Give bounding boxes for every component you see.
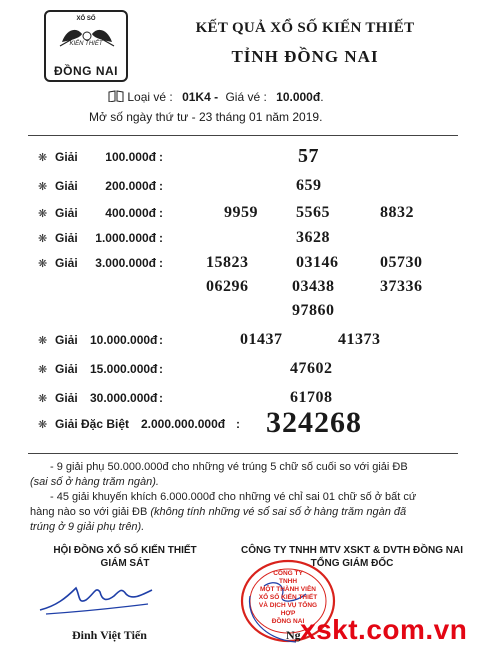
winning-number: 9959: [224, 204, 258, 221]
right-signer-role: TỔNG GIÁM ĐỐC: [310, 558, 394, 569]
ticket-info: [108, 90, 324, 104]
ticket-price-value: 10.000đ: [276, 90, 321, 104]
lottery-logo: [44, 10, 128, 82]
winning-number: 5565: [296, 204, 330, 221]
winning-number: 03438: [292, 278, 335, 295]
star-bullet-icon: ❋: [38, 181, 48, 193]
seal-line-4: XỔ SỐ KIẾN THIẾT: [258, 594, 318, 601]
winning-number: 03146: [296, 254, 339, 271]
prize-label: Giải: [55, 362, 78, 376]
page-subtitle: TỈNH ĐỒNG NAI: [231, 47, 379, 66]
prize-amount: 100.000đ: [105, 150, 156, 164]
ticket-price-label: Giá vé :: [225, 90, 267, 104]
prize-amount: 200.000đ: [105, 179, 156, 193]
winning-number: 47602: [290, 360, 333, 377]
ticket-type-label: Loại vé :: [127, 90, 173, 104]
winning-number: 61708: [290, 389, 333, 406]
prize-colon: :: [159, 362, 163, 376]
site-watermark: xskt.com.vn: [300, 614, 468, 645]
seal-line-3: MỘT THÀNH VIÊN: [260, 586, 316, 593]
prize-label: Giải: [55, 231, 78, 245]
seal-line-6: ĐỒNG NAI: [271, 618, 305, 625]
seal-line-5: VÀ DỊCH VỤ TỔNG HỢP: [258, 602, 318, 617]
prize-colon: :: [159, 391, 163, 405]
prize-colon: :: [159, 179, 163, 193]
note-line-5: trúng ở 9 giải phụ trên).: [30, 521, 145, 533]
prize-amount: 30.000.000đ: [90, 391, 158, 405]
prize-colon: :: [159, 150, 163, 164]
prize-label: Giải: [55, 150, 78, 164]
divider: [28, 453, 458, 454]
winning-number: 05730: [380, 254, 423, 271]
prize-amount: 10.000.000đ: [90, 333, 158, 347]
note-line-4a: hàng nào so với giải ĐB: [30, 506, 151, 518]
star-bullet-icon: ❋: [38, 258, 48, 270]
note-line-4: [30, 505, 470, 520]
book-icon: [108, 90, 124, 102]
star-bullet-icon: ❋: [38, 364, 48, 376]
ticket-type-value: 01K4 -: [182, 90, 219, 104]
winning-number: 659: [296, 177, 322, 194]
prize-colon: :: [159, 256, 163, 270]
prize-label: Giải: [55, 256, 78, 270]
winning-number: 8832: [380, 204, 414, 221]
prize-label: Giải Đặc Biệt: [55, 417, 130, 431]
star-bullet-icon: ❋: [38, 233, 48, 245]
winning-number: 3628: [296, 229, 330, 246]
prize-amount: 400.000đ: [105, 206, 156, 220]
note-line-3: - 45 giải khuyến khích 6.000.000đ cho những vé chỉ sai 01 chữ số ở bất cứ: [50, 491, 417, 503]
star-bullet-icon: ❋: [38, 419, 48, 431]
winning-number: 97860: [292, 302, 335, 319]
prize-label: Giải: [55, 206, 78, 220]
prize-amount: 3.000.000đ: [95, 256, 156, 270]
logo-middle-text: KIẾN THIẾT: [69, 41, 103, 47]
prize-label: Giải: [55, 333, 78, 347]
note-line-1: - 9 giải phụ 50.000.000đ cho những vé trúng 5 chữ số cuối so với giải ĐB: [50, 461, 408, 473]
prize-colon: :: [236, 417, 240, 431]
winning-number: 324268: [266, 406, 362, 439]
prize-amount: 1.000.000đ: [95, 231, 156, 245]
star-bullet-icon: ❋: [38, 152, 48, 164]
birds-emblem-icon: [52, 16, 122, 56]
prize-notes: [30, 460, 470, 535]
left-signer-role: GIÁM SÁT: [100, 558, 150, 569]
prize-amount: 2.000.000.000đ: [141, 417, 226, 431]
logo-name: ĐỒNG NAI: [54, 64, 118, 78]
prize-colon: :: [159, 333, 163, 347]
logo-top-text: XỔ SỐ: [76, 16, 96, 22]
winning-number: 15823: [206, 254, 249, 271]
left-signer-org: HỘI ĐỒNG XỔ SỐ KIẾN THIẾT: [53, 545, 197, 556]
winning-number: 41373: [338, 331, 381, 348]
prize-label: Giải: [55, 179, 78, 193]
left-signature-icon: [36, 578, 156, 620]
prize-amount: 15.000.000đ: [90, 362, 158, 376]
right-signer-name: Ng: [286, 628, 301, 642]
seal-line-2: TNHH: [278, 578, 298, 585]
winning-number: 37336: [380, 278, 423, 295]
star-bullet-icon: ❋: [38, 335, 48, 347]
winning-number: 57: [298, 145, 319, 167]
prize-colon: :: [159, 231, 163, 245]
draw-date: Mở số ngày thứ tư - 23 tháng 01 năm 2019.: [89, 110, 323, 124]
winning-number: 06296: [206, 278, 249, 295]
note-line-4b: (không tính những vé sổ sai số ở hàng trăm ngàn đã: [150, 506, 407, 518]
star-bullet-icon: ❋: [38, 208, 48, 220]
page-title: KẾT QUẢ XỔ SỐ KIẾN THIẾT: [195, 20, 415, 36]
divider: [28, 135, 458, 136]
prize-label: Giải: [55, 391, 78, 405]
ticket-price-dot: .: [320, 90, 324, 104]
seal-line-1: CÔNG TY: [273, 570, 303, 577]
winning-number: 01437: [240, 331, 283, 348]
note-line-2: (sai số ở hàng trăm ngàn).: [30, 476, 159, 488]
right-signer-org: CÔNG TY TNHH MTV XSKT & DVTH ĐỒNG NAI: [240, 545, 464, 556]
prize-colon: :: [159, 206, 163, 220]
star-bullet-icon: ❋: [38, 393, 48, 405]
left-signer-name: Đinh Việt Tiến: [72, 628, 147, 642]
